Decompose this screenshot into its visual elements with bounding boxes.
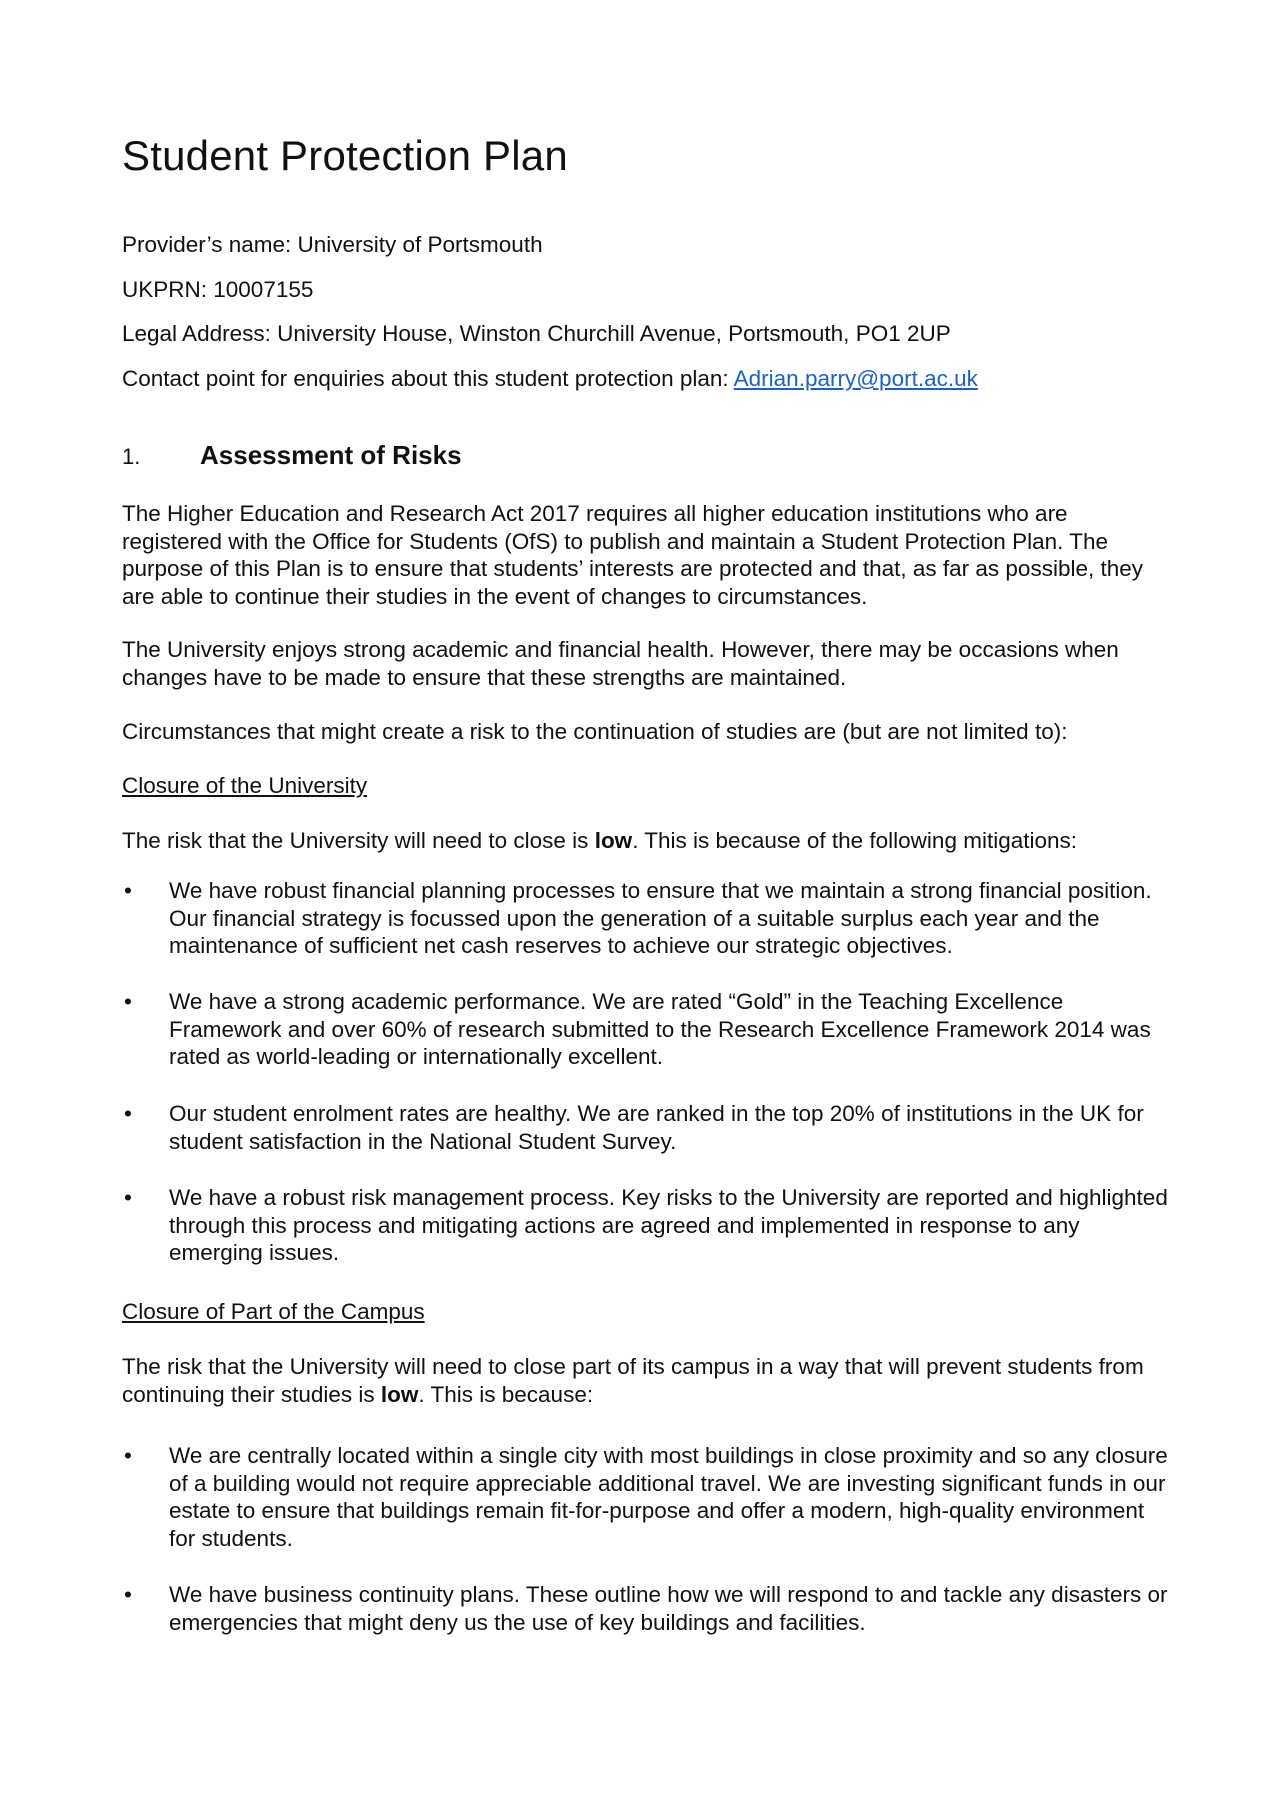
legal-address: Legal Address: University House, Winston Churchill Avenue, Portsmouth, PO1 2UP	[122, 321, 951, 346]
list-item: • We have business continuity plans. These outline how we will respond to and tackle any disasters or emergencies that might deny us the use of key buildings and facilities.	[124, 1582, 1168, 1635]
bullet-icon: •	[124, 1185, 132, 1210]
section-number: 1.	[122, 444, 141, 469]
intro-paragraph-1: The Higher Education and Research Act 2017 requires all higher education institutions who are registered with the Office for Students (OfS) to publish and maintain a Student Protection Plan. The purpose of this Plan is to ensure that students’ interests are protected and that, as far as possible, they are able to continue their studies in the event of changes to circumstances.	[122, 501, 1144, 609]
subheading-closure-campus: Closure of Part of the Campus	[122, 1299, 425, 1324]
risk-level: low	[380, 1381, 419, 1407]
bullet-icon: •	[124, 1582, 132, 1607]
bullet-icon: •	[124, 878, 132, 903]
page-title: Student Protection Plan	[122, 132, 568, 179]
subheading-closure-university: Closure of the University	[122, 773, 368, 798]
ukprn: UKPRN: 10007155	[122, 277, 314, 302]
bullet-icon: •	[124, 1443, 132, 1468]
list-item: • Our student enrolment rates are healthy. We are ranked in the top 20% of institutions in the UK for student satisfaction in the National Student Survey.	[124, 1101, 1144, 1154]
list-item: • We have a strong academic performance. We are rated “Gold” in the Teaching Excellence Framework and over 60% of research submitted to the Research Excellence Framework 2014 was rated as world-leading or internationally excellent.	[124, 989, 1151, 1069]
provider-name: Provider’s name: University of Portsmouth	[122, 232, 543, 257]
risk-statement-campus: The risk that the University will need to close part of its campus in a way that will prevent students from continuing their studies is low. This is because:	[122, 1354, 1144, 1407]
contact-label: Contact point for enquiries about this student protection plan:	[122, 366, 734, 391]
contact-line	[122, 366, 978, 392]
risk-level: low	[594, 828, 633, 853]
bullet-icon: •	[124, 1101, 132, 1126]
risk-statement-university: The risk that the University will need to close is low. This is because of the following mitigations:	[122, 828, 1078, 853]
intro-paragraph-3: Circumstances that might create a risk to the continuation of studies are (but are not limited to):	[122, 719, 1068, 744]
list-item: • We have a robust risk management process. Key risks to the University are reported and highlighted through this process and mitigating actions are agreed and implemented in response to any emerging issues.	[124, 1185, 1168, 1265]
section-title: Assessment of Risks	[200, 440, 462, 470]
list-item: • We are centrally located within a single city with most buildings in close proximity and so any closure of a building would not require appreciable additional travel. We are investing significant funds in our estate to ensure that buildings remain fit-for-purpose and offer a modern, high-quality environment for students.	[124, 1443, 1168, 1551]
bullet-icon: •	[124, 989, 132, 1014]
section-heading	[122, 440, 462, 471]
intro-paragraph-2: The University enjoys strong academic and financial health. However, there may be occasions when changes have to be made to ensure that these strengths are maintained.	[122, 637, 1119, 690]
contact-email-link[interactable]: Adrian.parry@port.ac.uk	[733, 366, 978, 391]
list-item: • We have robust financial planning processes to ensure that we maintain a strong financial position. Our financial strategy is focussed upon the generation of a suitable surplus each year and the maintenance of sufficient net cash reserves to achieve our strategic objectives.	[124, 878, 1152, 958]
